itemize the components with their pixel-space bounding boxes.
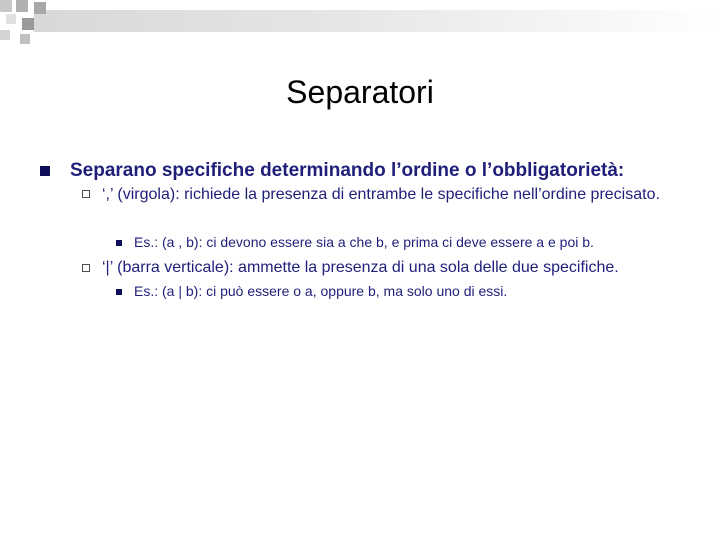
bullet-level1-text: Separano specifiche determinando l’ordine o l’obbligatorietà:	[70, 160, 625, 181]
level2-bullet-icon	[82, 264, 90, 272]
level3-bullet-icon	[116, 289, 122, 295]
slide-title-text: Separatori	[286, 74, 434, 110]
level3-bullet-icon	[116, 240, 122, 246]
bullet-level3-text: Es.: (a | b): ci può essere o a, oppure b, ma solo uno di essi.	[134, 283, 508, 299]
bullet-level2-text: ‘|’ (barra verticale): ammette la presenza di una sola delle due specifiche.	[102, 259, 619, 276]
level2-bullet-icon	[82, 190, 90, 198]
bullet-level3-text: Es.: (a , b): ci devono essere sia a che b, e prima ci deve essere a e poi b.	[134, 234, 594, 250]
bullet-level2-text: ‘,’ (virgola): richiede la presenza di entrambe le specifiche nell’ordine precisato.	[102, 186, 660, 203]
level1-bullet-icon	[40, 166, 50, 176]
